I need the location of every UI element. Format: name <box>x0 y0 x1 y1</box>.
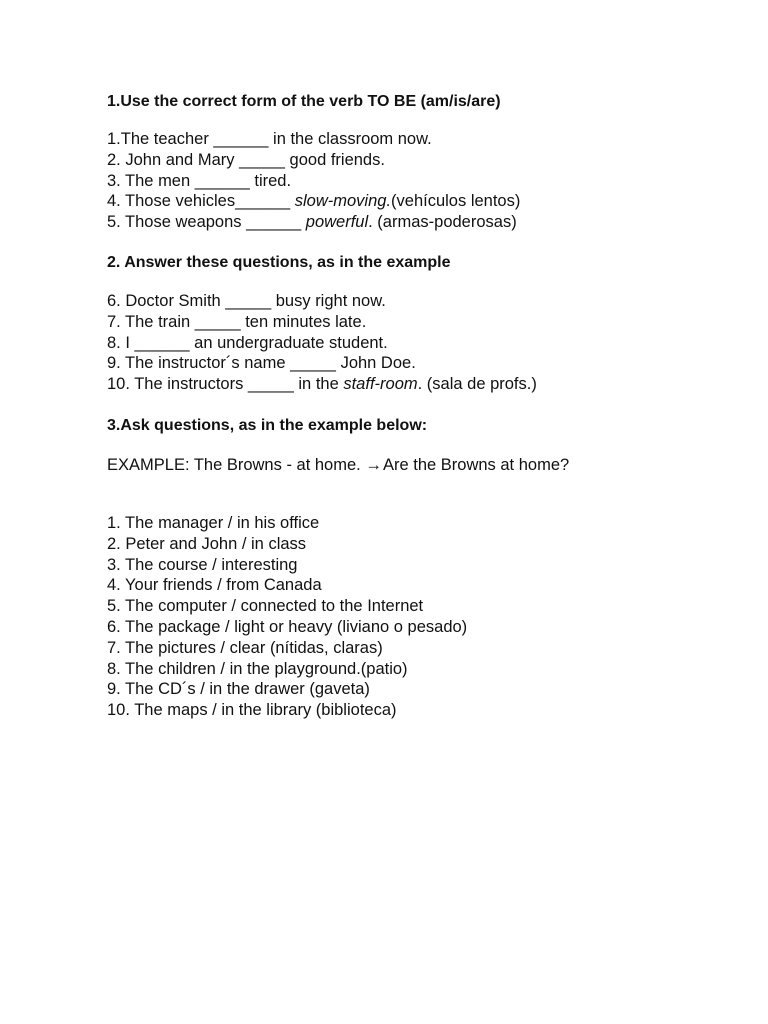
list-item: 3. The men ______ tired. <box>107 171 292 190</box>
list-item: 2. Peter and John / in class <box>107 534 307 553</box>
list-item: 10. The maps / in the library (biblioteca) <box>107 701 397 720</box>
list-item: 10. The instructors _____ in the staff-room. (sala de profs.) <box>107 375 537 394</box>
list-item: 7. The train _____ ten minutes late. <box>107 312 367 331</box>
section3-list <box>107 513 727 721</box>
list-item: 3. The course / interesting <box>107 555 298 574</box>
arrow-right-icon: → <box>365 455 382 474</box>
list-item: 9. The instructor´s name _____ John Doe. <box>107 354 416 373</box>
section1-list <box>107 129 727 233</box>
list-item: 8. The children / in the playground.(patio) <box>107 659 408 678</box>
list-item: 1. The manager / in his office <box>107 513 320 532</box>
list-item: 1.The teacher ______ in the classroom now. <box>107 130 432 148</box>
list-item: 4. Your friends / from Canada <box>107 576 322 595</box>
section2-list <box>107 291 727 395</box>
list-item: 6. The package / light or heavy (liviano o pesado) <box>107 617 468 636</box>
list-item: 5. Those weapons ______ powerful. (armas-poderosas) <box>107 213 517 232</box>
list-item: 5. The computer / connected to the Internet <box>107 597 424 616</box>
list-item: 6. Doctor Smith _____ busy right now. <box>107 291 386 310</box>
list-item: 9. The CD´s / in the drawer (gaveta) <box>107 680 370 699</box>
example-line: EXAMPLE: The Browns - at home. → Are the Browns at home? <box>107 455 570 474</box>
worksheet-page <box>107 92 727 721</box>
list-item: 7. The pictures / clear (nítidas, claras) <box>107 638 383 657</box>
section3-heading: 3.Ask questions, as in the example below: <box>107 416 428 434</box>
list-item: 2. John and Mary _____ good friends. <box>107 150 385 169</box>
section2-heading: 2. Answer these questions, as in the example <box>107 253 451 271</box>
section1-heading: 1.Use the correct form of the verb TO BE (am/is/are) <box>107 93 501 110</box>
list-item: 4. Those vehicles______ slow-moving.(vehículos lentos) <box>107 192 521 211</box>
list-item: 8. I ______ an undergraduate student. <box>107 333 388 352</box>
